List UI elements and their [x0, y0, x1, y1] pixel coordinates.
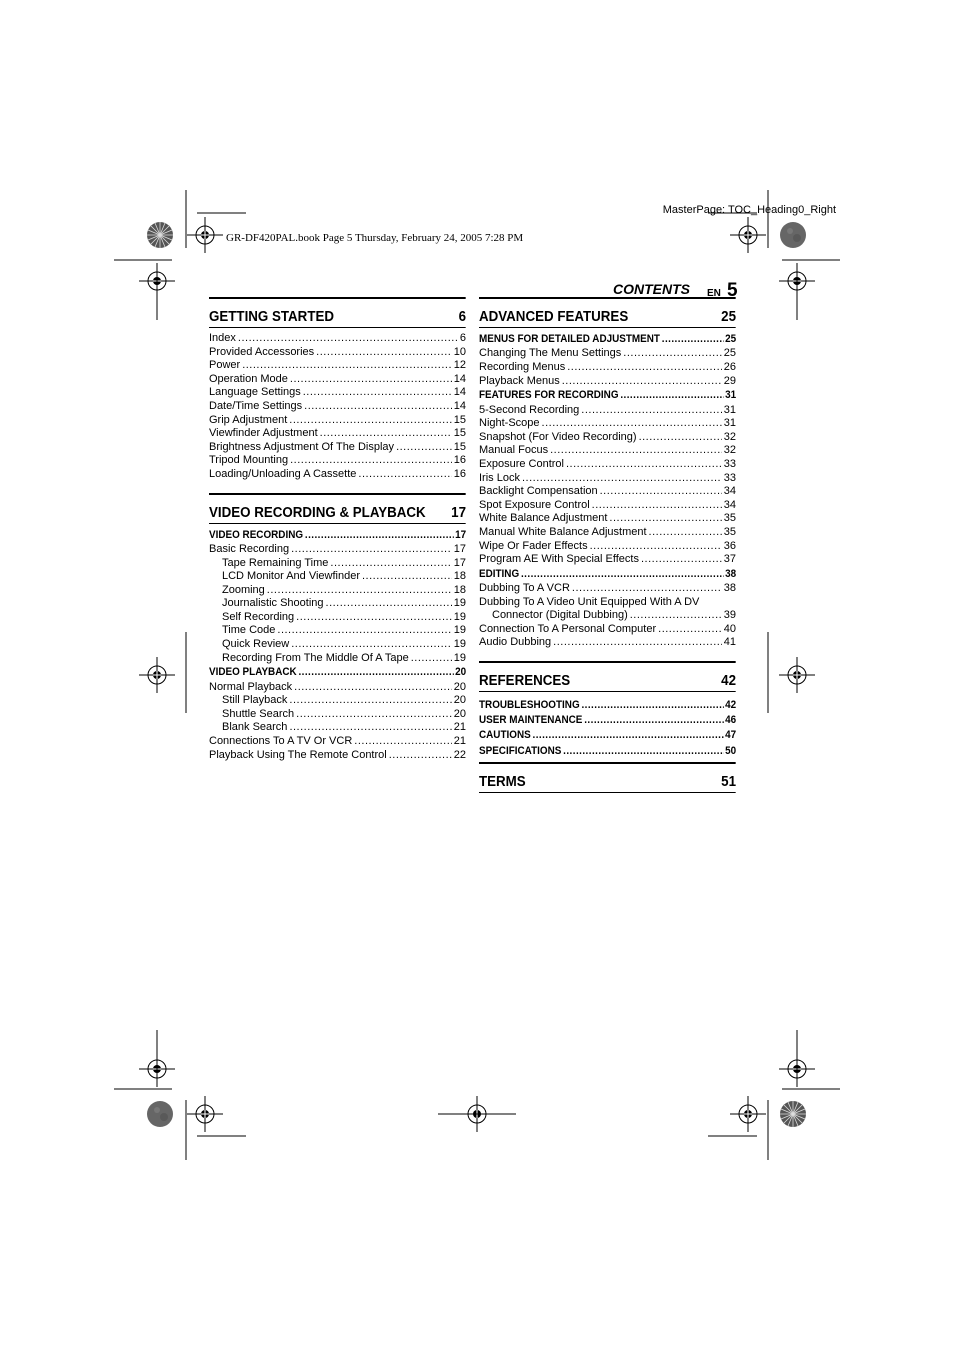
dot-leader: [562, 375, 722, 389]
registration-mark: [730, 1096, 766, 1132]
sunburst-mark: [780, 1101, 806, 1127]
dot-leader: [330, 557, 451, 571]
dot-leader: [354, 735, 451, 749]
section-advanced-features[interactable]: ADVANCED FEATURES 25: [479, 297, 736, 328]
dot-leader: [658, 623, 722, 637]
dot-leader: [242, 359, 452, 373]
dot-leader: [358, 468, 451, 482]
section-getting-started[interactable]: GETTING STARTED 6: [209, 297, 466, 328]
contents-label: CONTENTS: [613, 281, 690, 297]
toc-entry[interactable]: Connection To A Personal Computer ..... 40: [479, 623, 736, 637]
toc-entry[interactable]: Language Settings ..... 14: [209, 386, 466, 400]
dot-leader: [320, 427, 452, 441]
dot-leader: [289, 721, 451, 735]
file-info: GR-DF420PAL.book Page 5 Thursday, February 24, 2005 7:28 PM: [226, 232, 524, 244]
subsection-menus[interactable]: MENUS FOR DETAILED ADJUSTMENT ..... 25: [479, 332, 736, 347]
toc-entry[interactable]: Manual White Balance Adjustment ..... 35: [479, 526, 736, 540]
dot-leader: [267, 584, 452, 598]
gray-disc-mark: [780, 222, 806, 248]
master-page-label: MasterPage: TOC_Heading0_Right: [662, 204, 836, 216]
toc-entry[interactable]: Shuttle Search ..... 20: [209, 708, 466, 722]
dot-leader: [590, 540, 722, 554]
toc-entry[interactable]: Index ..... 6: [209, 332, 466, 346]
dot-leader: [362, 570, 452, 584]
toc-entry[interactable]: Grip Adjustment ..... 15: [209, 414, 466, 428]
toc-entry[interactable]: Recording From The Middle Of A Tape ..... 19: [209, 652, 466, 666]
toc-entry[interactable]: Viewfinder Adjustment ..... 15: [209, 427, 466, 441]
page-number: 5: [727, 280, 738, 301]
dot-leader: [649, 526, 722, 540]
section-video-recording-playback[interactable]: VIDEO RECORDING & PLAYBACK 17: [209, 493, 466, 524]
dot-leader: [290, 454, 452, 468]
dot-leader: [542, 417, 722, 431]
dot-leader: [563, 744, 723, 759]
dot-leader: [304, 400, 452, 414]
video-list: [209, 524, 466, 763]
toc-left-column: [209, 297, 466, 762]
sunburst-mark: [147, 222, 173, 248]
toc-entry[interactable]: Program AE With Special Effects ..... 37: [479, 553, 736, 567]
dot-leader: [316, 346, 452, 360]
dot-leader: [290, 373, 452, 387]
toc-entry[interactable]: Iris Lock ..... 33: [479, 472, 736, 486]
dot-leader: [296, 611, 452, 625]
dot-leader: [326, 597, 452, 611]
dot-leader: [396, 441, 452, 455]
subsection-features-for-recording[interactable]: FEATURES FOR RECORDING ..... 31: [479, 388, 736, 403]
getting-started-list: [209, 328, 466, 482]
dot-leader: [522, 472, 722, 486]
toc-entry[interactable]: Playback Using The Remote Control ..... 22: [209, 749, 466, 763]
toc-entry-dv-dubbing-cont[interactable]: Connector (Digital Dubbing) ..... 39: [479, 609, 736, 623]
language-label: EN: [707, 288, 721, 299]
toc-entry[interactable]: Backlight Compensation ..... 34: [479, 485, 736, 499]
dot-leader: [291, 543, 452, 557]
toc-entry[interactable]: Loading/Unloading A Cassette ..... 16: [209, 468, 466, 482]
gray-disc-mark: [147, 1101, 173, 1127]
dot-leader: [296, 708, 452, 722]
toc-subsection-entry[interactable]: TROUBLESHOOTING ..... 42: [479, 698, 736, 713]
registration-mark: [779, 657, 815, 693]
dot-leader: [600, 485, 722, 499]
toc-entry[interactable]: Still Playback ..... 20: [209, 694, 466, 708]
dot-leader: [639, 431, 722, 445]
toc-entry[interactable]: Changing The Menu Settings ..... 25: [479, 347, 736, 361]
toc-entry[interactable]: Manual Focus ..... 32: [479, 444, 736, 458]
references-list: [479, 692, 736, 759]
toc-entry[interactable]: Basic Recording ..... 17: [209, 543, 466, 557]
subsection-editing[interactable]: EDITING ..... 38: [479, 567, 736, 582]
toc-entry[interactable]: Tape Remaining Time ..... 17: [209, 557, 466, 571]
toc-entry[interactable]: Self Recording ..... 19: [209, 611, 466, 625]
toc-entry[interactable]: Time Code ..... 19: [209, 624, 466, 638]
dot-leader: [411, 652, 452, 666]
registration-mark: [139, 657, 175, 693]
toc-subsection-entry[interactable]: USER MAINTENANCE ..... 46: [479, 713, 736, 728]
toc-entry[interactable]: Zooming ..... 18: [209, 584, 466, 598]
toc-right-column: [479, 297, 736, 793]
subsection-video-playback[interactable]: VIDEO PLAYBACK ..... 20: [209, 665, 466, 680]
dot-leader: [277, 624, 451, 638]
toc-entry[interactable]: 5-Second Recording ..... 31: [479, 404, 736, 418]
toc-entry-dv-dubbing[interactable]: Dubbing To A Video Unit Equipped With A DV: [479, 595, 700, 608]
toc-entry[interactable]: White Balance Adjustment ..... 35: [479, 512, 736, 526]
dot-leader: [303, 386, 452, 400]
dot-leader: [581, 698, 723, 713]
subsection-video-recording[interactable]: VIDEO RECORDING ..... 17: [209, 528, 466, 543]
toc-entry[interactable]: Connections To A TV Or VCR ..... 21: [209, 735, 466, 749]
dot-leader: [550, 444, 722, 458]
dot-leader: [567, 361, 722, 375]
dot-leader: [294, 681, 452, 695]
toc-entry[interactable]: Night-Scope ..... 31: [479, 417, 736, 431]
toc-entry[interactable]: Brightness Adjustment Of The Display ..... 15: [209, 441, 466, 455]
dot-leader: [572, 582, 722, 596]
toc-entry[interactable]: Normal Playback ..... 20: [209, 681, 466, 695]
toc-entry[interactable]: Playback Menus ..... 29: [479, 375, 736, 389]
dot-leader: [609, 512, 721, 526]
toc-entry[interactable]: Power ..... 12: [209, 359, 466, 373]
section-references[interactable]: REFERENCES 42: [479, 661, 736, 692]
dot-leader: [289, 414, 451, 428]
toc-entry[interactable]: Operation Mode ..... 14: [209, 373, 466, 387]
registration-mark: [187, 1096, 223, 1132]
toc-entry[interactable]: Audio Dubbing ..... 41: [479, 636, 736, 650]
dot-leader: [623, 347, 721, 361]
toc-entry[interactable]: Exposure Control ..... 33: [479, 458, 736, 472]
dot-leader: [641, 553, 722, 567]
toc-entry[interactable]: Recording Menus ..... 26: [479, 361, 736, 375]
registration-mark: [187, 217, 223, 253]
toc-entry[interactable]: Blank Search ..... 21: [209, 721, 466, 735]
toc-subsection-entry[interactable]: SPECIFICATIONS ..... 50: [479, 744, 736, 759]
toc-entry[interactable]: Snapshot (For Video Recording) ..... 32: [479, 431, 736, 445]
toc-entry[interactable]: Spot Exposure Control ..... 34: [479, 499, 736, 513]
dot-leader: [553, 636, 722, 650]
dot-leader: [533, 728, 724, 743]
dot-leader: [581, 404, 721, 418]
registration-mark: [730, 217, 766, 253]
dot-leader: [238, 332, 458, 346]
toc-subsection-entry[interactable]: CAUTIONS ..... 47: [479, 728, 736, 743]
dot-leader: [592, 499, 722, 513]
toc-entry[interactable]: Provided Accessories ..... 10: [209, 346, 466, 360]
dot-leader: [389, 749, 452, 763]
dot-leader: [584, 713, 723, 728]
advanced-list: [479, 328, 736, 650]
toc-entry[interactable]: Quick Review ..... 19: [209, 638, 466, 652]
toc-entry[interactable]: Date/Time Settings ..... 14: [209, 400, 466, 414]
toc-entry[interactable]: LCD Monitor And Viewfinder ..... 18: [209, 570, 466, 584]
toc-entry[interactable]: Wipe Or Fader Effects ..... 36: [479, 540, 736, 554]
dot-leader: [289, 694, 451, 708]
toc-entry[interactable]: Dubbing To A VCR ..... 38: [479, 582, 736, 596]
toc-entry[interactable]: Tripod Mounting ..... 16: [209, 454, 466, 468]
section-terms[interactable]: TERMS 51: [479, 762, 736, 793]
dot-leader: [566, 458, 722, 472]
toc-entry[interactable]: Journalistic Shooting ..... 19: [209, 597, 466, 611]
dot-leader: [291, 638, 452, 652]
